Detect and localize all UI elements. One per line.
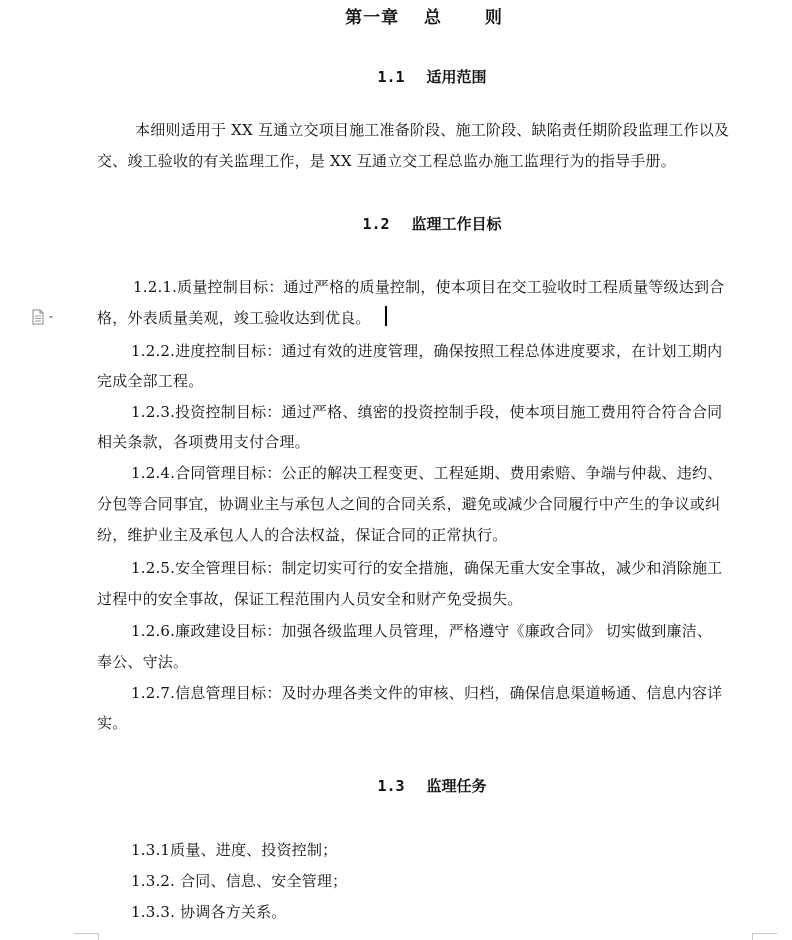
- section-title: 监理任务: [426, 777, 487, 795]
- list-item-line: 相关条款，各项费用支付合理。: [97, 433, 310, 451]
- section-heading-1-2: [0, 214, 792, 234]
- paragraph-line: 交、竣工验收的有关监理工作，是 XX 互通立交工程总监办施工监理行为的指导手册。: [97, 152, 676, 170]
- section-number: 1.3: [377, 777, 405, 795]
- section-number: 1.2: [362, 215, 390, 233]
- paragraph-line: 本细则适用于 XX 互通立交项目施工准备阶段、施工阶段、缺陷责任期阶段监理工作以及: [135, 121, 730, 139]
- page-corner-mark: [752, 933, 777, 940]
- list-item-line: 纷，维护业主及承包人人的合法权益，保证合同的正常执行。: [97, 526, 508, 544]
- section-heading-1-1: [0, 67, 792, 87]
- list-item-line: 1.3.2. 合同、信息、安全管理；: [131, 872, 348, 890]
- list-item-line: 1.3.1质量、进度、投资控制；: [131, 841, 338, 859]
- list-item-line: 实。: [97, 714, 128, 732]
- section-title: 适用范围: [426, 68, 487, 86]
- section-heading-1-3: [0, 776, 792, 796]
- chapter-title: 第一章 总 则: [345, 8, 503, 28]
- list-item-line: 过程中的安全事故，保证工程范围内人员安全和财产免受损失。: [97, 590, 523, 608]
- list-item-line: 1.2.7.信息管理目标：及时办理各类文件的审核、归档，确保信息渠道畅通、信息内容详: [131, 684, 723, 702]
- list-item-line: 1.2.6.廉政建设目标：加强各级监理人员管理，严格遵守《廉政合同》 切实做到廉洁、: [131, 622, 713, 640]
- chevron-down-icon: [49, 316, 53, 319]
- section-number: 1.1: [377, 68, 405, 86]
- list-item-line: 奉公、守法。: [97, 653, 189, 671]
- paragraph-options-button[interactable]: [32, 309, 56, 325]
- list-item-line: 1.2.2.进度控制目标：通过有效的进度管理，确保按照工程总体进度要求，在计划工期内: [131, 342, 723, 360]
- list-item-line: 1.3.3. 协调各方关系。: [131, 903, 287, 921]
- list-item-line: 分包等合同事宜，协调业主与承包人之间的合同关系，避免或减少合同履行中产生的争议或纠: [97, 495, 721, 513]
- list-item-line: 1.2.3.投资控制目标：通过严格、缜密的投资控制手段，使本项目施工费用符合符合合同: [131, 403, 723, 421]
- document-icon: [32, 309, 56, 325]
- list-item-line: 1.2.4.合同管理目标：公正的解决工程变更、工程延期、费用索赔、争端与仲裁、违约、: [131, 464, 723, 482]
- list-item-line: 格，外表质量美观，竣工验收达到优良。: [97, 309, 371, 327]
- list-item-line: 1.2.1.质量控制目标：通过严格的质量控制，使本项目在交工验收时工程质量等级达到合: [133, 278, 725, 296]
- section-title: 监理工作目标: [411, 215, 502, 233]
- list-item-line: 完成全部工程。: [97, 372, 204, 390]
- text-cursor: [385, 306, 387, 326]
- list-item-line: 1.2.5.安全管理目标：制定切实可行的安全措施，确保无重大安全事故，减少和消除施工: [131, 559, 723, 577]
- page-corner-mark: [74, 933, 99, 940]
